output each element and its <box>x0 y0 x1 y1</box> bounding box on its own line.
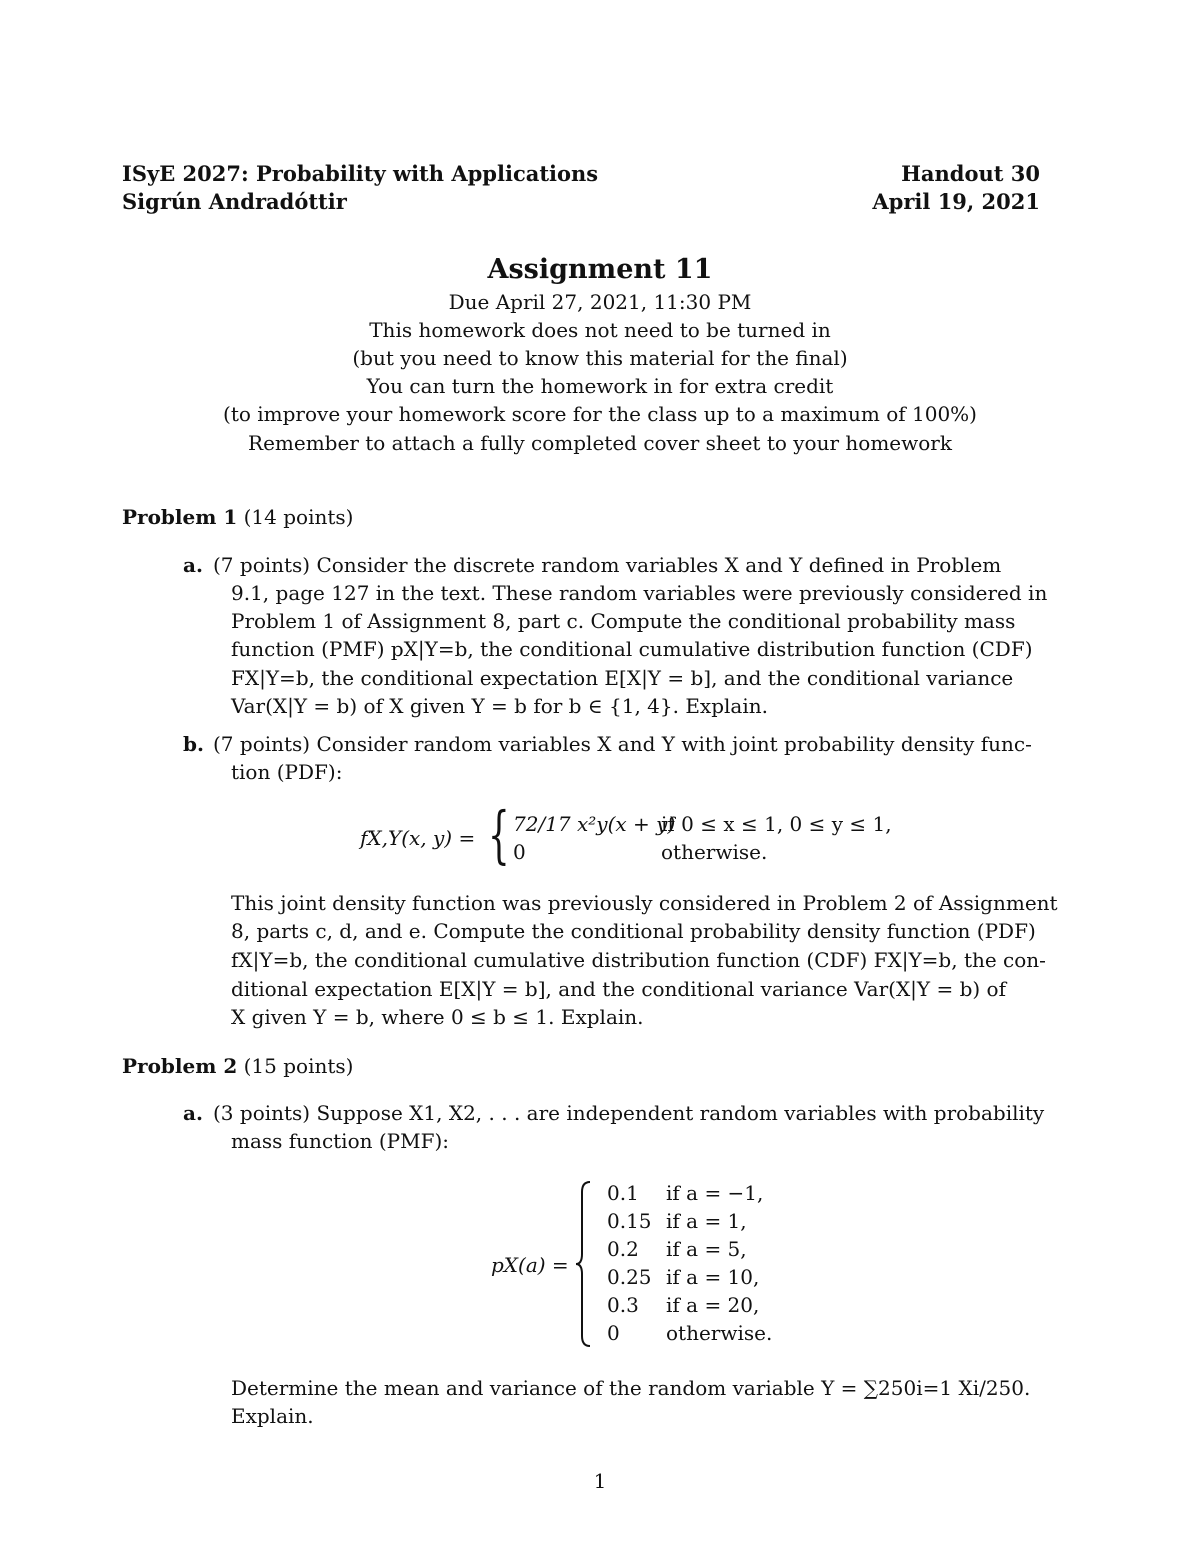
problem-2a-line-1: (3 points) Suppose X1, X2, . . . are independent random variables with probability <box>213 1101 1045 1125</box>
pmf-row-3-cond: if a = 5, <box>666 1237 747 1261</box>
pmf-row-4-prob: 0.25 <box>607 1265 652 1289</box>
note-line-3: You can turn the homework in for extra credit <box>366 374 834 398</box>
handout-number: Handout 30 <box>901 161 1040 186</box>
problem-2a-after-line-2: Explain. <box>231 1404 314 1428</box>
pmf-lhs: pX(a) = <box>491 1253 569 1277</box>
pdf-lhs: fX,Y(x, y) = <box>360 826 476 850</box>
pmf-row-6-cond: otherwise. <box>666 1321 773 1345</box>
problem-1b-after-line-1: This joint density function was previously considered in Problem 2 of Assignment <box>231 891 1058 915</box>
pmf-row-4-cond: if a = 10, <box>666 1265 760 1289</box>
problem-1a-line-1: (7 points) Consider the discrete random variables X and Y defined in Problem <box>213 553 1002 577</box>
pmf-row-3-prob: 0.2 <box>607 1237 639 1261</box>
pmf-row-5-prob: 0.3 <box>607 1293 639 1317</box>
pmf-row-6-prob: 0 <box>607 1321 620 1345</box>
due-date: Due April 27, 2021, 11:30 PM <box>448 290 752 314</box>
note-line-4: (to improve your homework score for the class up to a maximum of 100%) <box>223 402 977 426</box>
problem-1-label: Problem 1 <box>122 505 238 529</box>
assignment-title: Assignment 11 <box>487 254 713 285</box>
note-line-5: Remember to attach a fully completed cover sheet to your homework <box>248 431 952 455</box>
course-title: ISyE 2027: Probability with Applications <box>122 161 599 186</box>
problem-1a-label: a. <box>183 553 203 577</box>
problem-2a-line-2: mass function (PMF): <box>231 1129 450 1153</box>
problem-2-label: Problem 2 <box>122 1054 238 1078</box>
pmf-left-brace <box>576 1180 596 1348</box>
page-number: 1 <box>593 1469 607 1493</box>
problem-1a-line-4: function (PMF) pX|Y=b, the conditional cumulative distribution function (CDF) <box>231 637 1033 661</box>
problem-1a-line-5: FX|Y=b, the conditional expectation E[X|Y = b], and the conditional variance <box>231 666 1014 690</box>
problem-1b-after-line-3: fX|Y=b, the conditional cumulative distribution function (CDF) FX|Y=b, the con- <box>231 948 1046 972</box>
problem-1b-line-2: tion (PDF): <box>231 760 343 784</box>
author-name: Sigrún Andradóttir <box>122 189 347 214</box>
problem-1a-line-3: Problem 1 of Assignment 8, part c. Compute the conditional probability mass <box>231 609 1016 633</box>
problem-2-heading <box>122 1054 353 1078</box>
pmf-row-1-prob: 0.1 <box>607 1181 639 1205</box>
problem-1-heading <box>122 505 353 529</box>
problem-1a-line-2: 9.1, page 127 in the text. These random variables were previously considered in <box>231 581 1048 605</box>
pmf-row-1-cond: if a = −1, <box>666 1181 764 1205</box>
problem-1b-label: b. <box>183 732 204 756</box>
pdf-condition-1: if 0 ≤ x ≤ 1, 0 ≤ y ≤ 1, <box>661 812 892 836</box>
pmf-row-5-cond: if a = 20, <box>666 1293 760 1317</box>
problem-2a-label: a. <box>183 1101 203 1125</box>
pmf-row-2-cond: if a = 1, <box>666 1209 747 1233</box>
pmf-row-2-prob: 0.15 <box>607 1209 652 1233</box>
problem-1a-line-6: Var(X|Y = b) of X given Y = b for b ∈ {1, 4}. Explain. <box>231 694 768 718</box>
pdf-case-1: 72/17 x²y(x + y) <box>513 812 676 836</box>
left-brace: { <box>488 798 510 871</box>
pdf-case-2: 0 <box>513 840 526 864</box>
problem-1b-after-line-2: 8, parts c, d, and e. Compute the conditional probability density function (PDF) <box>231 919 1036 943</box>
problem-1b-after-line-5: X given Y = b, where 0 ≤ b ≤ 1. Explain. <box>231 1005 644 1029</box>
problem-2-points: (15 points) <box>243 1054 354 1078</box>
problem-1b-after-line-4: ditional expectation E[X|Y = b], and the conditional variance Var(X|Y = b) of <box>231 977 1006 1001</box>
note-line-2: (but you need to know this material for the final) <box>352 346 848 370</box>
pdf-condition-2: otherwise. <box>661 840 768 864</box>
problem-1b-line-1: (7 points) Consider random variables X and Y with joint probability density func- <box>213 732 1032 756</box>
problem-2a-after-line-1: Determine the mean and variance of the random variable Y = ∑250i=1 Xi/250. <box>231 1376 1031 1400</box>
note-line-1: This homework does not need to be turned in <box>369 318 831 342</box>
handout-date: April 19, 2021 <box>872 189 1040 214</box>
problem-1-points: (14 points) <box>243 505 354 529</box>
